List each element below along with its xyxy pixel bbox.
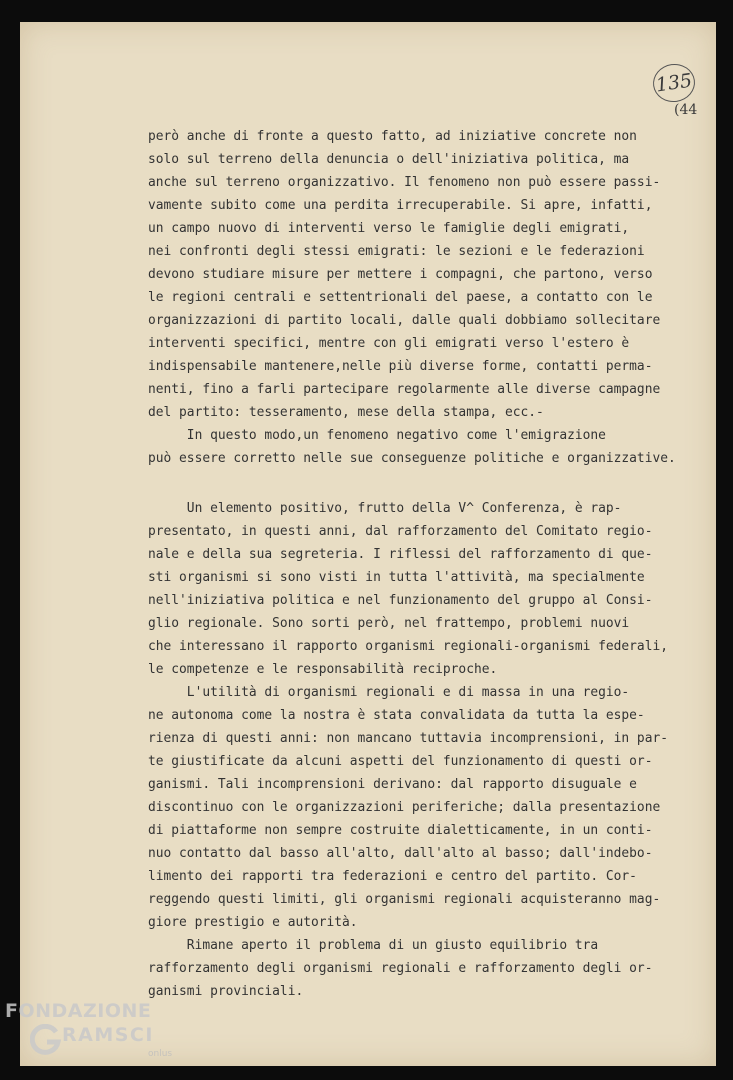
watermark-line-3: onlus <box>148 1049 173 1059</box>
text-line: le regioni centrali e settentrionali del paese, a contatto con le <box>148 290 653 305</box>
text-line: di piattaforme non sempre costruite dialetticamente, in un conti- <box>148 823 653 838</box>
text-line: ganismi provinciali. <box>148 984 304 999</box>
watermark-line-1: FONDAZIONE <box>5 1000 152 1022</box>
text-line: però anche di fronte a questo fatto, ad iniziative concrete non <box>148 129 637 144</box>
text-line: reggendo questi limiti, gli organismi regionali acquisteranno mag- <box>148 892 661 907</box>
gramsci-g-logo-icon <box>30 1024 62 1056</box>
text-line: organizzazioni di partito locali, dalle quali dobbiamo sollecitare <box>148 313 661 328</box>
paragraph-gap <box>148 470 708 497</box>
fondazione-gramsci-watermark <box>0 998 200 1080</box>
page-number: (44 <box>674 102 698 118</box>
text-line: rienza di questi anni: non mancano tuttavia incomprensioni, in par- <box>148 731 668 746</box>
text-line: discontinuo con le organizzazioni periferiche; dalla presentazione <box>148 800 661 815</box>
text-line: Rimane aperto il problema di un giusto equilibrio tra <box>148 938 599 953</box>
document-body <box>148 125 708 1003</box>
text-line: nenti, fino a farli partecipare regolarmente alle diverse campagne <box>148 382 661 397</box>
handwritten-page-note: 135 <box>651 61 698 104</box>
text-line: rafforzamento degli organismi regionali e rafforzamento degli or- <box>148 961 653 976</box>
text-line: sti organismi si sono visti in tutta l'attività, ma specialmente <box>148 570 645 585</box>
text-line: può essere corretto nelle sue conseguenze politiche e organizzative. <box>148 451 676 466</box>
text-line: un campo nuovo di interventi verso le famiglie degli emigrati, <box>148 221 630 236</box>
text-line: nuo contatto dal basso all'alto, dall'alto al basso; dall'indebo- <box>148 846 653 861</box>
watermark-line-2: RAMSCI <box>62 1024 154 1046</box>
text-line: indispensabile mantenere,nelle più diverse forme, contatti perma- <box>148 359 653 374</box>
text-line: nei confronti degli stessi emigrati: le sezioni e le federazioni <box>148 244 645 259</box>
text-line: interventi specifici, mentre con gli emigrati verso l'estero è <box>148 336 630 351</box>
text-line: ganismi. Tali incomprensioni derivano: dal rapporto disuguale e <box>148 777 637 792</box>
text-line: limento dei rapporti tra federazioni e centro del partito. Cor- <box>148 869 637 884</box>
text-line: nale e della sua segreteria. I riflessi del rafforzamento di que- <box>148 547 653 562</box>
text-line: le competenze e le responsabilità reciproche. <box>148 662 498 677</box>
text-line: In questo modo,un fenomeno negativo come l'emigrazione <box>148 428 606 443</box>
text-line: ne autonoma come la nostra è stata convalidata da tutta la espe- <box>148 708 645 723</box>
text-line: del partito: tesseramento, mese della stampa, ecc.- <box>148 405 544 420</box>
text-line: giore prestigio e autorità. <box>148 915 358 930</box>
text-line: Un elemento positivo, frutto della V^ Conferenza, è rap- <box>148 501 622 516</box>
text-line: L'utilità di organismi regionali e di massa in una regio- <box>148 685 630 700</box>
text-line: presentato, in questi anni, dal rafforzamento del Comitato regio- <box>148 524 653 539</box>
text-line: glio regionale. Sono sorti però, nel frattempo, problemi nuovi <box>148 616 630 631</box>
text-line: che interessano il rapporto organismi regionali-organismi federali, <box>148 639 668 654</box>
text-line: te giustificate da alcuni aspetti del funzionamento di questi or- <box>148 754 653 769</box>
document-page <box>20 22 716 1066</box>
text-line: nell'iniziativa politica e nel funzionamento del gruppo al Consi- <box>148 593 653 608</box>
text-line: vamente subito come una perdita irrecuperabile. Si apre, infatti, <box>148 198 653 213</box>
text-line: devono studiare misure per mettere i compagni, che partono, verso <box>148 267 653 282</box>
text-line: anche sul terreno organizzativo. Il fenomeno non può essere passi- <box>148 175 661 190</box>
text-line: solo sul terreno della denuncia o dell'iniziativa politica, ma <box>148 152 630 167</box>
